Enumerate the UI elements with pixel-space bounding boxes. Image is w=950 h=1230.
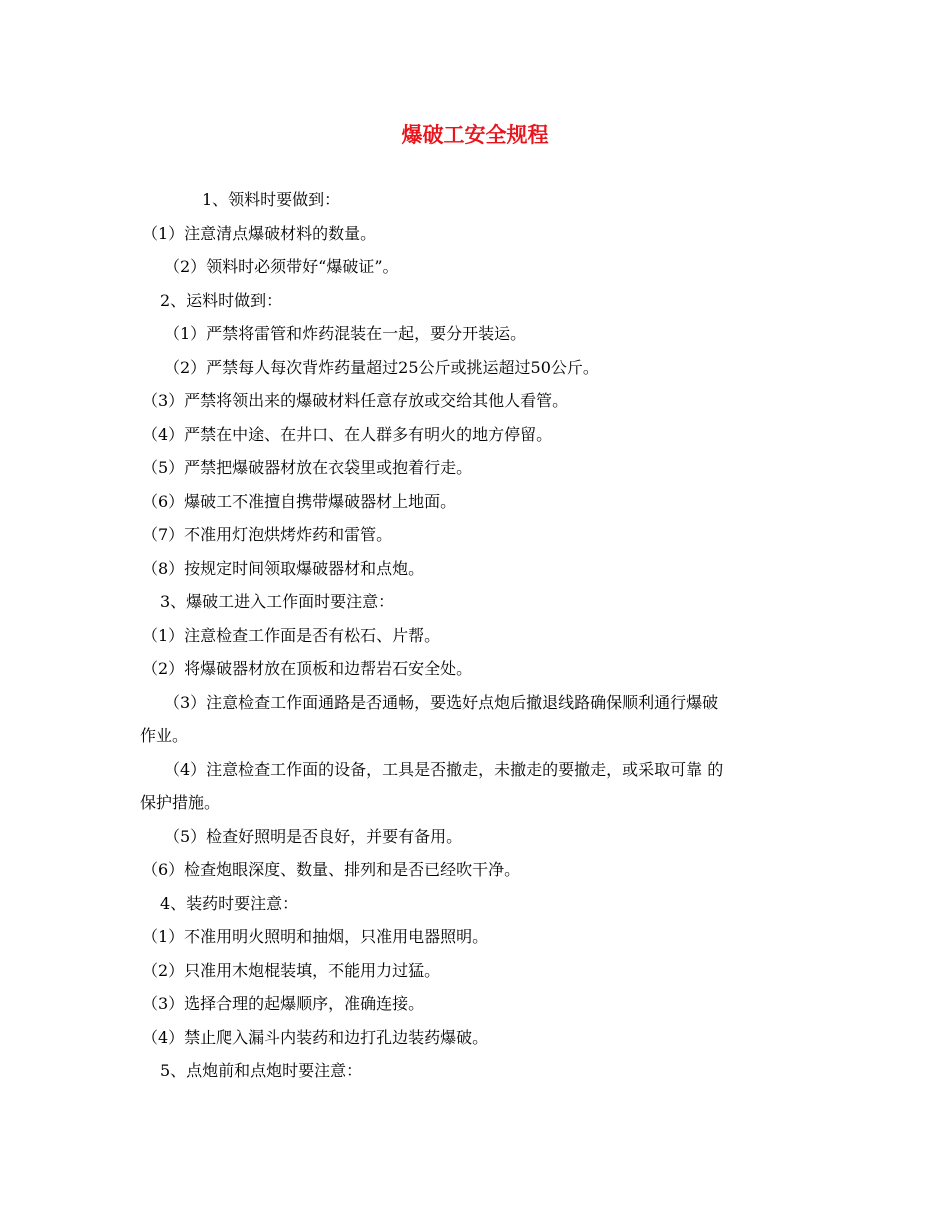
paragraph-line: （2）领料时必须带好“爆破证”。 <box>164 257 399 276</box>
paragraph-line: （2）严禁每人每次背炸药量超过25公斤或挑运超过50公斤。 <box>164 357 599 377</box>
paragraph-line: 3、爆破工进入工作面时要注意： <box>160 592 395 611</box>
paragraph-line: （2）只准用木炮棍装填，不能用力过猛。 <box>142 960 441 980</box>
paragraph-line: （1）严禁将雷管和炸药混装在一起，要分开装运。 <box>164 324 527 343</box>
paragraph-line: 4、装药时要注意： <box>160 893 299 913</box>
paragraph-line: （6）检查炮眼深度、数量、排列和是否已经吹干净。 <box>142 860 521 879</box>
paragraph-line: 作业。 <box>140 726 189 745</box>
document-title: 爆破工安全规程 <box>401 123 549 147</box>
paragraph-line: （3）选择合理的起爆顺序，准确连接。 <box>142 994 425 1013</box>
paragraph-line: （3）严禁将领出来的爆破材料任意存放或交给其他人看管。 <box>142 391 569 410</box>
paragraph-line: （6）爆破工不准擅自携带爆破器材上地面。 <box>142 491 457 511</box>
paragraph-line: 1、领料时要做到： <box>202 190 341 209</box>
paragraph-line: （1）注意清点爆破材料的数量。 <box>142 223 377 243</box>
paragraph-line: 5、点炮前和点炮时要注意： <box>160 1061 363 1080</box>
paragraph-line: （1）注意检查工作面是否有松石、片帮。 <box>142 625 441 645</box>
paragraph-line: （5）严禁把爆破器材放在衣袋里或抱着行走。 <box>142 458 473 477</box>
paragraph-line: （4）严禁在中途、在井口、在人群多有明火的地方停留。 <box>142 424 553 444</box>
paragraph-line: （8）按规定时间领取爆破器材和点炮。 <box>142 558 425 578</box>
paragraph-line: 保护措施。 <box>140 793 221 812</box>
paragraph-line: （2）将爆破器材放在顶板和边帮岩石安全处。 <box>142 659 473 678</box>
paragraph-line: （3）注意检查工作面通路是否通畅，要选好点炮后撤退线路确保顺利通行爆破 <box>164 692 719 712</box>
paragraph-line: （7）不准用灯泡烘烤炸药和雷管。 <box>142 525 393 544</box>
paragraph-line: （1）不准用明火照明和抽烟，只准用电器照明。 <box>142 927 489 946</box>
paragraph-line: （4）注意检查工作面的设备，工具是否撤走，未撤走的要撤走，或采取可靠 的 <box>164 759 724 779</box>
paragraph-line: （4）禁止爬入漏斗内装药和边打孔边装药爆破。 <box>142 1027 489 1047</box>
document-body <box>140 183 820 1088</box>
paragraph-line: 2、运料时做到： <box>160 290 283 310</box>
paragraph-line: （5）检查好照明是否良好，并要有备用。 <box>164 826 463 846</box>
